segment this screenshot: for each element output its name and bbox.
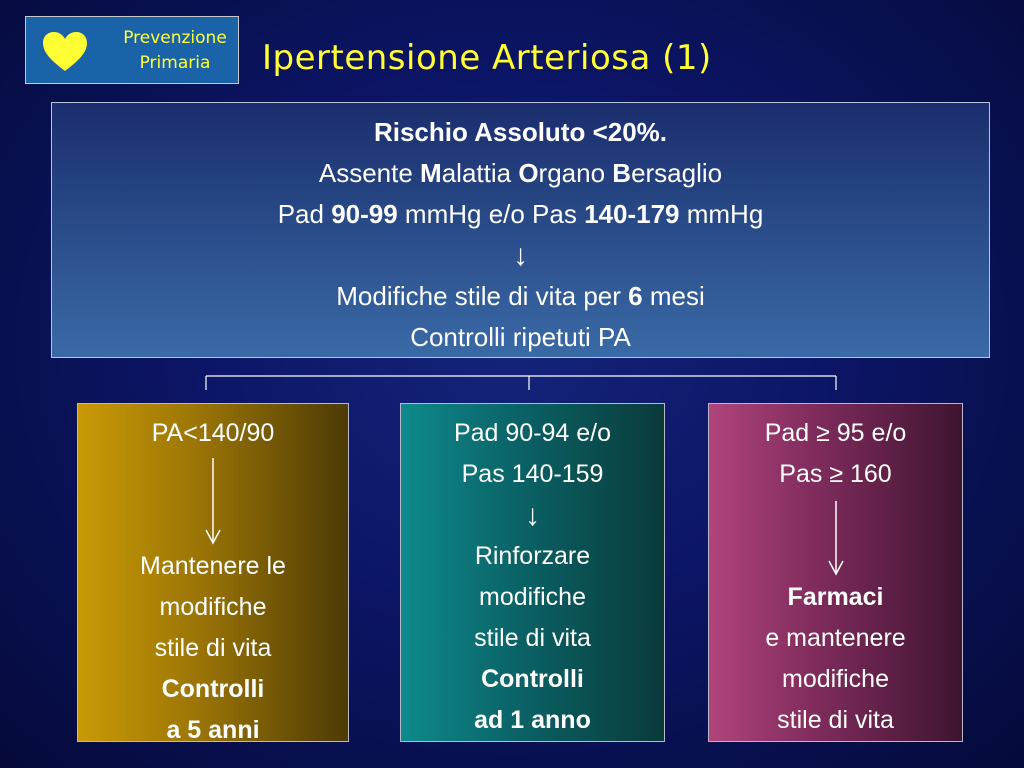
action-line-1: e mantenere bbox=[765, 624, 906, 652]
organ-damage-line: Assente Malattia Organo Bersaglio bbox=[318, 158, 723, 188]
followup-line-1: Controlli bbox=[481, 665, 584, 693]
action-line-3: stile di vita bbox=[474, 624, 591, 652]
repeat-checks-line: Controlli ripetuti PA bbox=[410, 322, 631, 352]
followup-line-2: a 5 anni bbox=[166, 716, 260, 744]
column-normal-pressure bbox=[77, 403, 349, 742]
risk-line: Rischio Assoluto <20%. bbox=[373, 117, 668, 147]
action-line-3: stile di vita bbox=[154, 634, 272, 662]
column-high-pressure bbox=[708, 403, 963, 742]
pressure-range-line: Pad 90-99 mmHg e/o Pas 140-179 mmHg bbox=[277, 199, 764, 229]
drugs-line: Farmaci bbox=[787, 583, 884, 611]
action-line-2: modifiche bbox=[159, 593, 267, 621]
condition-line-2: Pas ≥ 160 bbox=[779, 460, 892, 488]
long-down-arrow-icon bbox=[826, 495, 846, 577]
down-arrow-icon: ↓ bbox=[525, 499, 540, 532]
slide-title: Ipertensione Arteriosa (1) bbox=[262, 38, 712, 78]
badge-line-2: Primaria bbox=[139, 53, 211, 73]
lifestyle-line: Modifiche stile di vita per 6 mesi bbox=[336, 281, 705, 311]
long-down-arrow-icon bbox=[203, 454, 223, 546]
badge-line-1: Prevenzione bbox=[123, 28, 227, 48]
followup-line-2: ad 1 anno bbox=[474, 706, 591, 734]
condition-line-1: PA<140/90 bbox=[151, 419, 275, 447]
followup-line-1: Controlli bbox=[161, 675, 265, 703]
action-line-1: Mantenere le bbox=[140, 552, 286, 580]
condition-line-1: Pad ≥ 95 e/o bbox=[764, 419, 907, 447]
action-line-2: modifiche bbox=[479, 583, 586, 611]
condition-line-1: Pad 90-94 e/o bbox=[453, 419, 612, 447]
condition-line-2: Pas 140-159 bbox=[461, 460, 604, 488]
action-line-1: Rinforzare bbox=[474, 542, 591, 570]
action-line-3: stile di vita bbox=[777, 706, 894, 734]
action-line-2: modifiche bbox=[782, 665, 889, 693]
down-arrow-icon: ↓ bbox=[513, 239, 528, 272]
column-moderate-pressure bbox=[400, 403, 665, 742]
